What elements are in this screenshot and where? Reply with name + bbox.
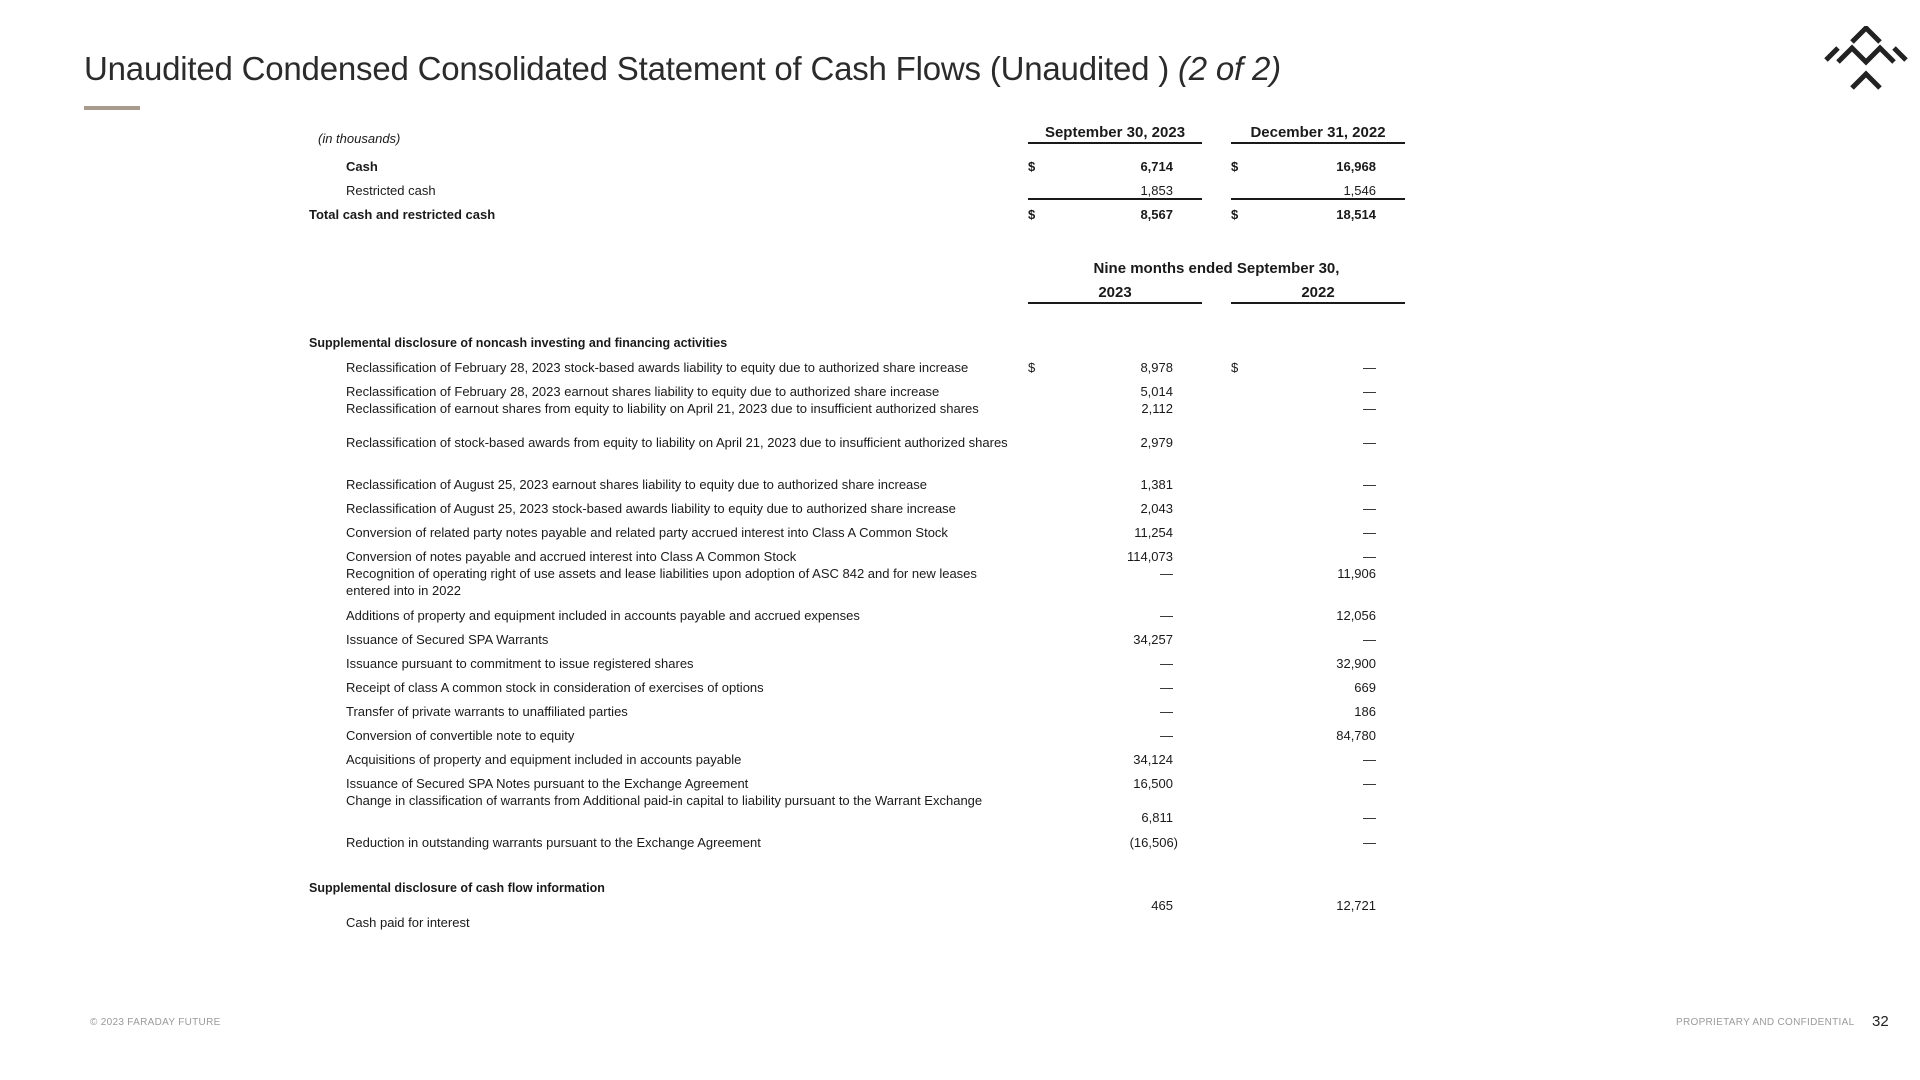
noncash-row-label: Issuance of Secured SPA Warrants: [346, 632, 549, 647]
noncash-value-2022: —: [1363, 384, 1376, 399]
noncash-value-2023: 16,500: [1133, 776, 1173, 791]
noncash-value-2023: 34,124: [1133, 752, 1173, 767]
units-note: (in thousands): [318, 131, 401, 146]
noncash-row-label: Additions of property and equipment included in accounts payable and accrued expenses: [346, 608, 860, 623]
noncash-value-2023: 114,073: [1126, 549, 1173, 564]
noncash-row-label: Conversion of convertible note to equity: [346, 728, 575, 743]
year-header-2022: 2022: [1301, 284, 1335, 301]
noncash-row-label: Reduction in outstanding warrants pursuant to the Exchange Agreement: [346, 835, 761, 850]
noncash-value-2022: 11,906: [1337, 566, 1376, 581]
balance-value-2022: 16,968: [1336, 159, 1376, 174]
noncash-row-label: Recognition of operating right of use assets and lease liabilities upon adoption of ASC 842 and for new leases entered into in 2022: [346, 566, 977, 598]
noncash-row-label: Conversion of related party notes payable and related party accrued interest into Class A Common Stock: [346, 525, 948, 540]
noncash-value-2022: —: [1363, 632, 1376, 647]
noncash-value-2022: —: [1363, 401, 1376, 416]
currency-symbol: $: [1231, 159, 1239, 174]
noncash-value-2023: (16,506): [1129, 835, 1178, 850]
noncash-value-2022: —: [1363, 360, 1376, 375]
currency-symbol: $: [1231, 360, 1239, 375]
balance-row-label: Restricted cash: [346, 183, 436, 198]
balance-row-label: Cash: [346, 159, 378, 174]
noncash-row-label: Change in classification of warrants from Additional paid-in capital to liability pursuant to the Warrant Exchange: [346, 793, 983, 808]
cashflow-value-2022: 12,721: [1336, 898, 1376, 913]
noncash-value-2022: 669: [1354, 680, 1376, 695]
col-header-rule: [1231, 142, 1405, 144]
balance-value-2023: 8,567: [1140, 207, 1173, 222]
noncash-row-label: Acquisitions of property and equipment included in accounts payable: [346, 752, 742, 767]
noncash-value-2022: 12,056: [1336, 608, 1376, 623]
page-number: 32: [1872, 1013, 1889, 1030]
noncash-value-2022: —: [1363, 752, 1376, 767]
balance-value-2022: 18,514: [1336, 207, 1376, 222]
noncash-row-label: Reclassification of earnout shares from equity to liability on April 21, 2023 due to insufficient authorized shares: [346, 401, 979, 416]
page-title-suffix: (2 of 2): [1177, 50, 1281, 87]
noncash-value-2023: —: [1160, 566, 1173, 581]
balance-value-2023: 6,714: [1140, 159, 1173, 174]
balance-value-2023: 1,853: [1140, 183, 1173, 198]
noncash-row-label: Reclassification of August 25, 2023 stock-based awards liability to equity due to authorized share increase: [346, 501, 956, 516]
noncash-value-2023: —: [1160, 608, 1173, 623]
currency-symbol: $: [1028, 159, 1036, 174]
total-rule: [1231, 198, 1405, 200]
total-rule: [1028, 198, 1202, 200]
noncash-value-2022: —: [1363, 810, 1376, 825]
noncash-row-label: Reclassification of February 28, 2023 earnout shares liability to equity due to authorized share increase: [346, 384, 940, 399]
noncash-value-2023: 2,043: [1140, 501, 1173, 516]
cashflow-value-2023: 465: [1151, 898, 1173, 913]
noncash-value-2023: 1,381: [1140, 477, 1173, 492]
noncash-value-2022: —: [1363, 776, 1376, 791]
page-title-main: Unaudited Condensed Consolidated Statement of Cash Flows (Unaudited ): [84, 50, 1170, 87]
noncash-value-2023: —: [1160, 680, 1173, 695]
currency-symbol: $: [1231, 207, 1239, 222]
balance-row-label: Total cash and restricted cash: [309, 207, 496, 222]
noncash-value-2022: 186: [1354, 704, 1376, 719]
noncash-value-2022: —: [1363, 525, 1376, 540]
footer-confidential: PROPRIETARY AND CONFIDENTIAL: [1676, 1017, 1855, 1028]
noncash-value-2023: —: [1160, 656, 1173, 671]
cashflow-row-label: Cash paid for interest: [346, 915, 470, 930]
noncash-value-2023: 2,112: [1141, 401, 1173, 416]
year-header-rule: [1028, 302, 1202, 304]
noncash-value-2023: 11,254: [1134, 525, 1173, 540]
noncash-row-label: Conversion of notes payable and accrued interest into Class A Common Stock: [346, 549, 797, 564]
noncash-heading: Supplemental disclosure of noncash investing and financing activities: [309, 336, 728, 350]
year-header-2023: 2023: [1098, 284, 1132, 301]
noncash-value-2023: —: [1160, 728, 1173, 743]
noncash-row-label: Reclassification of stock-based awards from equity to liability on April 21, 2023 due to insufficient authorized shares: [346, 435, 1008, 450]
noncash-row-label: Reclassification of August 25, 2023 earnout shares liability to equity due to authorized share increase: [346, 477, 928, 492]
noncash-value-2022: —: [1363, 435, 1376, 450]
noncash-value-2022: 84,780: [1336, 728, 1376, 743]
noncash-value-2023: 2,979: [1140, 435, 1173, 450]
footer-copyright: © 2023 FARADAY FUTURE: [90, 1017, 221, 1028]
noncash-value-2023: 8,978: [1140, 360, 1173, 375]
noncash-value-2022: —: [1363, 477, 1376, 492]
noncash-row-label: Reclassification of February 28, 2023 stock-based awards liability to equity due to authorized share increase: [346, 360, 969, 375]
noncash-value-2022: —: [1363, 501, 1376, 516]
noncash-row-label: Issuance pursuant to commitment to issue registered shares: [346, 656, 694, 671]
noncash-row-label: Issuance of Secured SPA Notes pursuant to the Exchange Agreement: [346, 776, 749, 791]
noncash-value-2023: 34,257: [1133, 632, 1173, 647]
noncash-row-label: Receipt of class A common stock in consideration of exercises of options: [346, 680, 764, 695]
col-header-sep-2023: September 30, 2023: [1044, 124, 1186, 141]
noncash-value-2022: —: [1363, 549, 1376, 564]
period-header: Nine months ended September 30,: [1093, 260, 1340, 277]
year-header-rule: [1231, 302, 1405, 304]
col-header-dec-2022: December 31, 2022: [1250, 124, 1386, 141]
balance-value-2022: 1,546: [1343, 183, 1376, 198]
noncash-value-2022: 32,900: [1336, 656, 1376, 671]
col-header-rule: [1028, 142, 1202, 144]
noncash-value-2023: —: [1160, 704, 1173, 719]
currency-symbol: $: [1028, 207, 1036, 222]
noncash-value-2023: 5,014: [1140, 384, 1173, 399]
noncash-row-label: Transfer of private warrants to unaffiliated parties: [346, 704, 628, 719]
currency-symbol: $: [1028, 360, 1036, 375]
cashflow-heading: Supplemental disclosure of cash flow information: [309, 881, 605, 895]
noncash-value-2023: 6,811: [1141, 810, 1173, 825]
noncash-value-2022: —: [1363, 835, 1376, 850]
